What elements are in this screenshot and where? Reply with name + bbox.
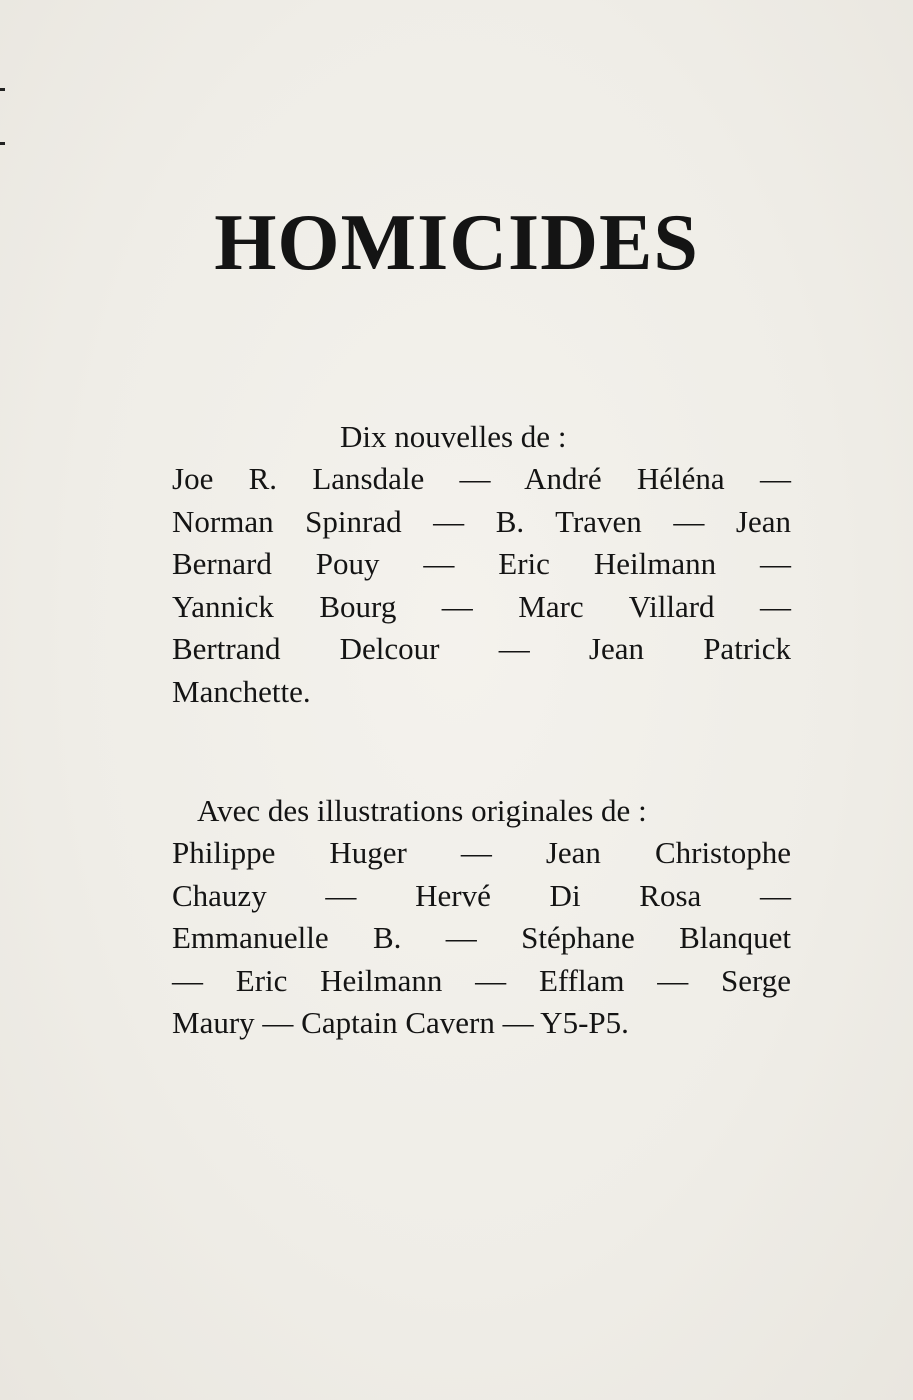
illustrator-line: Emmanuelle B. — Stéphane Blanquet	[172, 920, 791, 955]
stories-authors	[172, 458, 791, 713]
author-line: Norman Spinrad — B. Traven — Jean	[172, 503, 791, 539]
author-line: Manchette.	[172, 673, 311, 709]
illustrator-line: Chauzy — Hervé Di Rosa —	[172, 877, 791, 913]
illustrator-line: Philippe Huger — Jean Christophe	[172, 835, 791, 870]
illustrator-line: Maury — Captain Cavern — Y5-P5.	[172, 1005, 629, 1040]
illustrations-intro: Avec des illustrations originales de :	[197, 793, 647, 828]
author-line: Bernard Pouy — Eric Heilmann —	[172, 546, 791, 581]
stories-section	[172, 416, 791, 713]
edge-mark	[0, 142, 5, 145]
illustrator-line: — Eric Heilmann — Efflam — Serge	[172, 962, 791, 998]
illustrations-section	[172, 790, 791, 1045]
author-line: Yannick Bourg — Marc Villard —	[172, 588, 791, 624]
book-title: HOMICIDES	[214, 199, 699, 287]
author-line: Joe R. Lansdale — André Héléna —	[172, 461, 791, 496]
edge-mark	[0, 88, 5, 91]
author-line: Bertrand Delcour — Jean Patrick	[172, 631, 791, 666]
stories-intro: Dix nouvelles de :	[340, 419, 567, 454]
illustrators	[172, 832, 791, 1045]
